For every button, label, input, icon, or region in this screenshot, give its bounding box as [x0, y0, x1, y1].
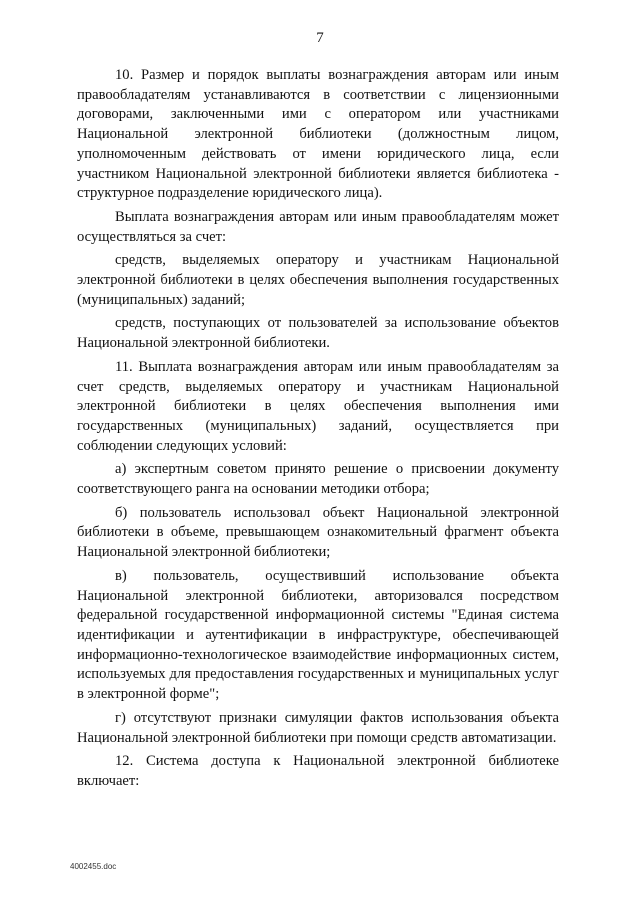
page-number: 7	[316, 30, 324, 46]
condition-a: а) экспертным советом принято решение о присвоении документу соответствующего ранга на основании методики отбора;	[77, 461, 559, 498]
condition-b: б) пользователь использовал объект Национальной электронной библиотеки в объеме, превышающем ознакомительный фрагмент объекта Национальной электронной библиотеки;	[77, 504, 559, 561]
document-body	[77, 66, 559, 796]
condition-c: в) пользователь, осуществивший использование объекта Национальной электронной библиотеки, авторизовался посредством федеральной государственной информационной системы "Единая система идентификации и аутентификации в инфраструктуре, обеспечивающей информационно-технологическое взаимодействие информационных систем, используемых для предоставления государственных и муниципальных услуг в электронной форме";	[77, 567, 559, 703]
paragraph-funds-operator: средств, выделяемых оператору и участникам Национальной электронной библиотеки в целях обеспечения выполнения государственных (муниципальных) заданий;	[77, 252, 559, 308]
paragraph-12: 12. Система доступа к Национальной электронной библиотеке включает:	[77, 753, 559, 789]
paragraph-11: 11. Выплата вознаграждения авторам или иным правообладателям за счет средств, выделяемых оператору и участникам Национальной электронной библиотеки в целях обеспечения выполнения ими государственных (муниципальных) заданий, осуществляется при соблюдении следующих условий:	[77, 358, 559, 454]
condition-d: г) отсутствуют признаки симуляции фактов использования объекта Национальной электронной библиотеки при помощи средств автоматизации.	[77, 709, 559, 746]
paragraph-10: 10. Размер и порядок выплаты вознаграждения авторам или иным правообладателям устанавливаются в соответствии с лицензионными договорами, заключенными ими с оператором или участниками Национальной электронной библиотеки (должностным лицом, уполномоченным действовать от имени юридического лица, если участником Национальной электронной библиотеки является библиотека - структурное подразделение юридического лица).	[77, 67, 559, 202]
paragraph-payment-sources: Выплата вознаграждения авторам или иным правообладателям может осуществляться за счет:	[77, 208, 559, 245]
document-file-code: 4002455.doc	[70, 862, 117, 871]
paragraph-funds-users: средств, поступающих от пользователей за использование объектов Национальной электронной библиотеки.	[77, 315, 559, 352]
